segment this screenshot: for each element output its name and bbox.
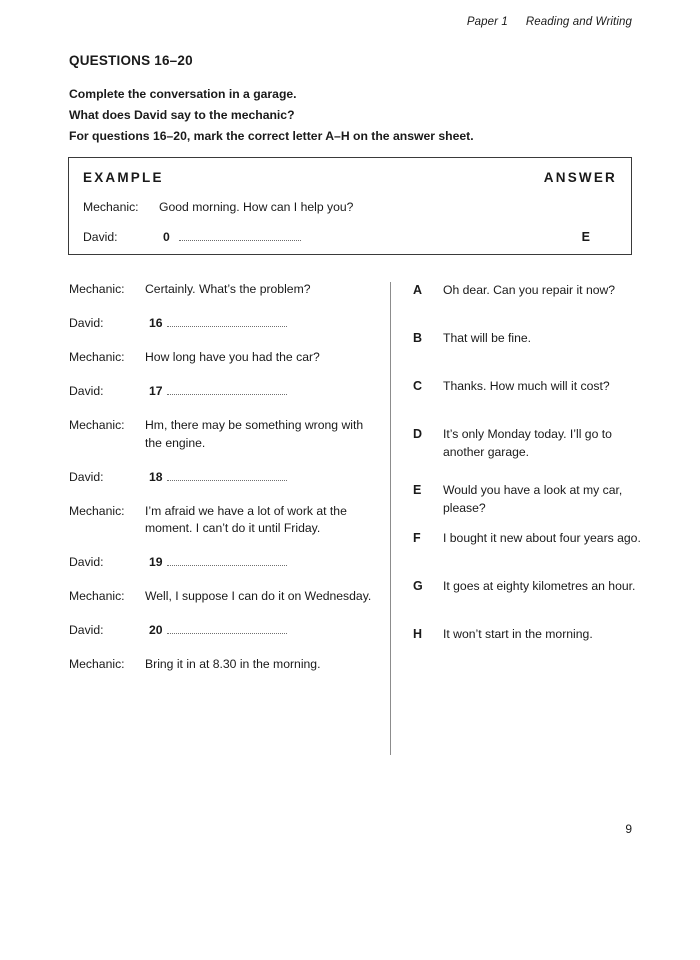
option-item[interactable] [413,377,653,395]
dialogue-speaker: Mechanic: [69,350,125,364]
option-letter: D [413,427,423,441]
option-item[interactable] [413,577,653,595]
instruction-line-1: Complete the conversation in a garage. [69,87,297,101]
option-text: It goes at eighty kilometres an hour. [443,579,636,593]
answer-blank[interactable] [167,326,287,327]
dialogue-row [69,417,379,452]
dialogue-speaker: Mechanic: [69,418,125,432]
option-letter: E [413,483,422,497]
example-answer-blank[interactable] [179,240,301,241]
dialogue-speaker: David: [69,555,104,569]
running-header-paper: Paper 1 [466,16,508,28]
option-item[interactable] [413,481,653,517]
dialogue-speaker: David: [69,316,104,330]
option-item[interactable] [413,329,653,347]
option-letter: F [413,531,421,545]
option-text: I bought it new about four years ago. [443,531,641,545]
dialogue-blank-row [69,469,379,487]
option-text: Thanks. How much will it cost? [443,379,610,393]
option-text: Would you have a look at my car, please? [443,483,623,515]
option-letter: C [413,379,423,393]
dialogue-speaker: Mechanic: [69,657,125,671]
example-answer-value: E [581,230,590,244]
dialogue-column [69,281,379,690]
example-utterance-mechanic: Good morning. How can I help you? [159,200,354,214]
page-number: 9 [625,822,632,836]
question-number: 17 [149,384,163,398]
dialogue-blank-row [69,622,379,640]
dialogue-utterance: Hm, there may be something wrong with the engine. [145,418,364,450]
answer-blank[interactable] [167,633,287,634]
option-text: It won’t start in the morning. [443,627,593,641]
dialogue-speaker: Mechanic: [69,589,125,603]
answer-blank[interactable] [167,565,287,566]
answer-label: ANSWER [543,170,617,185]
instructions-block [69,84,474,147]
dialogue-row [69,281,379,299]
option-item[interactable] [413,425,653,461]
dialogue-utterance: Bring it in at 8.30 in the morning. [145,657,321,671]
question-number: 20 [149,623,163,637]
answer-blank[interactable] [167,394,287,395]
running-header-section: Reading and Writing [525,16,632,28]
question-number: 16 [149,316,163,330]
option-item[interactable] [413,625,653,643]
option-item[interactable] [413,529,653,547]
option-text: Oh dear. Can you repair it now? [443,283,616,297]
running-header [467,16,632,28]
answer-blank[interactable] [167,480,287,481]
dialogue-speaker: David: [69,623,104,637]
example-label: EXAMPLE [83,170,164,185]
option-letter: B [413,331,423,345]
column-divider [390,282,391,755]
dialogue-utterance: Certainly. What’s the problem? [145,282,311,296]
dialogue-speaker: David: [69,469,104,484]
example-speaker-mechanic: Mechanic: [83,200,139,214]
example-speaker-david: David: [83,230,118,244]
dialogue-utterance: How long have you had the car? [145,350,320,364]
question-number: 18 [149,469,163,484]
dialogue-utterance: Well, I suppose I can do it on Wednesday. [145,589,372,603]
dialogue-blank-row [69,383,379,401]
option-letter: A [413,283,423,297]
dialogue-speaker: David: [69,384,104,398]
option-text: That will be fine. [443,331,532,345]
dialogue-row [69,656,379,674]
option-letter: G [413,579,423,593]
dialogue-blank-row [69,315,379,333]
example-box [68,157,632,255]
instruction-line-2: What does David say to the mechanic? [69,108,295,122]
instruction-line-3: For questions 16–20, mark the correct letter A–H on the answer sheet. [69,129,474,143]
dialogue-blank-row [69,554,379,572]
dialogue-row [69,588,379,606]
example-box-header [69,170,631,190]
page-title: QUESTIONS 16–20 [69,53,193,68]
option-text: It’s only Monday today. I’ll go to another garage. [443,427,612,459]
dialogue-speaker: Mechanic: [69,282,125,296]
question-number: 19 [149,555,163,569]
dialogue-row [69,503,379,538]
dialogue-speaker: Mechanic: [69,503,125,518]
dialogue-utterance: I’m afraid we have a lot of work at the moment. I can’t do it until Friday. [145,503,347,535]
option-item[interactable] [413,281,653,299]
option-letter: H [413,627,423,641]
example-question-number: 0 [163,230,170,244]
dialogue-row [69,349,379,367]
